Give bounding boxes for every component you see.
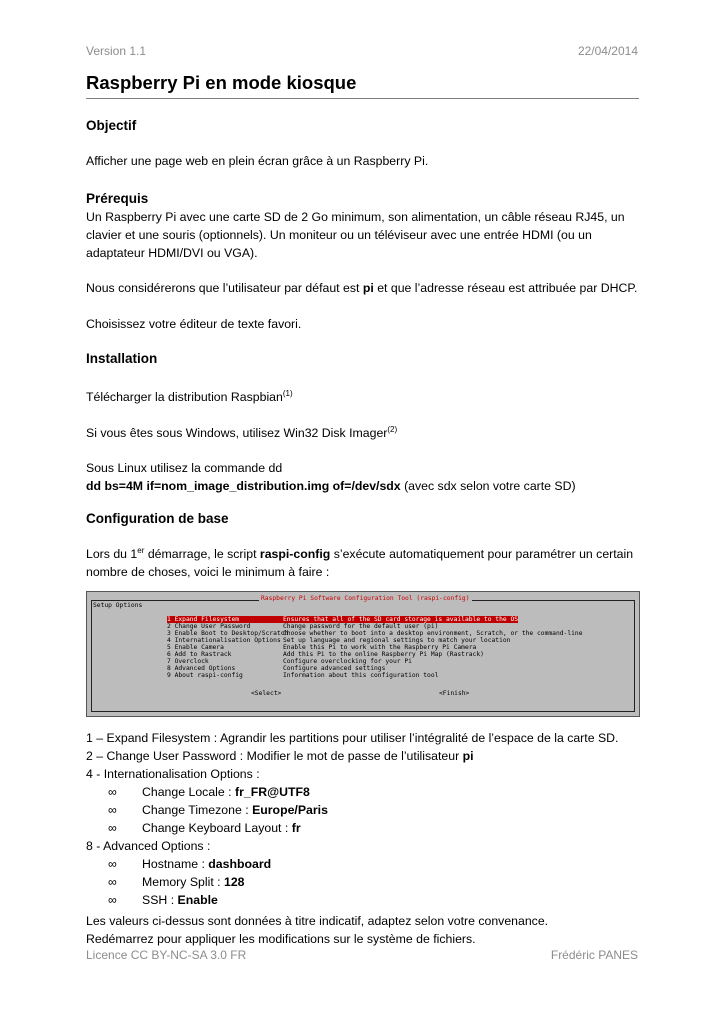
list-item: ∞ Memory Split : 128 xyxy=(86,873,646,891)
author-label: Frédéric PANES xyxy=(550,948,638,962)
date-label: 22/04/2014 xyxy=(577,44,638,58)
step-expand: 1 – Expand Filesystem : Agrandir les partitions pour utiliser l’intégralité de l’espace de la carte SD. xyxy=(86,731,619,745)
menu-option[interactable]: 7 Overclock Configure overclocking for your Pi xyxy=(167,658,412,665)
dialog-title: Raspberry Pi Software Configuration Tool (raspi-config) xyxy=(261,595,470,602)
select-button[interactable]: <Select> xyxy=(251,690,282,697)
step-internationalisation: 4 - Internationalisation Options : xyxy=(86,767,260,781)
closing-line-2: Redémarrez pour appliquer les modifications sur le système de fichiers. xyxy=(86,932,476,946)
menu-option[interactable]: 9 About raspi-config Information about this configuration tool xyxy=(167,672,439,679)
raspi-config-screenshot xyxy=(86,591,640,717)
config-intro: Lors du 1er démarrage, le script raspi-config s’exécute automatiquement pour paramétrer un certain nombre de choses, voici le minimum à faire : xyxy=(86,546,634,579)
prerequis-user-paragraph: Nous considérerons que l’utilisateur par défaut est pi et que l’adresse réseau est attribuée par DHCP. xyxy=(86,281,638,295)
step-password: 2 – Change User Password : Modifier le mot de passe de l’utilisateur pi xyxy=(86,749,474,763)
prerequis-paragraph: Un Raspberry Pi avec une carte SD de 2 Go minimum, son alimentation, un câble réseau RJ45, un clavier et une souris (optionnels). Un moniteur ou un téléviseur avec une entrée HDMI (ou un adaptateur HDMI/DVI ou VGA). xyxy=(86,210,625,260)
install-dd-command: dd bs=4M if=nom_image_distribution.img of=/dev/sdx (avec sdx selon votre carte SD) xyxy=(86,479,576,493)
section-objectif-heading: Objectif xyxy=(86,118,137,133)
closing-line-1: Les valeurs ci-dessus sont données à titre indicatif, adaptez selon votre convenance. xyxy=(86,914,549,928)
menu-option[interactable]: 6 Add to Rastrack Add this Pi to the online Raspberry Pi Map (Rastrack) xyxy=(167,651,484,658)
section-prerequis-heading: Prérequis xyxy=(86,191,149,206)
menu-option[interactable]: 4 Internationalisation Options Set up language and regional settings to match your location xyxy=(167,637,511,644)
closing-note xyxy=(86,912,646,948)
section-config-heading: Configuration de base xyxy=(86,511,229,526)
setup-options-label: Setup Options xyxy=(93,602,143,609)
menu-option[interactable]: 2 Change User Password Change password for the default user (pi) xyxy=(167,623,439,630)
list-item: ∞ Change Keyboard Layout : fr xyxy=(86,819,646,837)
menu-option[interactable]: 5 Enable Camera Enable this Pi to work with the Raspberry Pi Camera xyxy=(167,644,477,651)
page-title: Raspberry Pi en mode kiosque xyxy=(86,72,639,99)
prerequis-editor-paragraph: Choisissez votre éditeur de texte favori. xyxy=(86,317,302,331)
install-linux-line: Sous Linux utilisez la commande dd xyxy=(86,461,283,475)
version-label: Version 1.1 xyxy=(86,44,147,58)
section-installation-heading: Installation xyxy=(86,351,158,366)
objectif-text: Afficher une page web en plein écran grâce à un Raspberry Pi. xyxy=(86,154,429,168)
finish-button[interactable]: <Finish> xyxy=(439,690,470,697)
menu-option[interactable]: 3 Enable Boot to Desktop/ScratchChoose whether to boot into a desktop environment, Scratch, or the command-line xyxy=(167,630,583,637)
list-item: ∞ Change Locale : fr_FR@UTF8 xyxy=(86,783,646,801)
list-item: ∞ Hostname : dashboard xyxy=(86,855,646,873)
install-download-line: Télécharger la distribution Raspbian$^{(1)}$ xyxy=(86,389,293,404)
license-label: Licence CC BY-NC-SA 3.0 FR xyxy=(86,948,247,962)
menu-option[interactable]: 8 Advanced Options Configure advanced settings xyxy=(167,665,386,672)
menu-option[interactable]: 1 Expand Filesystem Ensures that all of the SD card storage is available to the OS xyxy=(167,616,519,623)
install-windows-line: Si vous êtes sous Windows, utilisez Win32 Disk Imager$^{(2)}$ xyxy=(86,425,398,440)
list-item: ∞ SSH : Enable xyxy=(86,891,646,909)
list-item: ∞ Change Timezone : Europe/Paris xyxy=(86,801,646,819)
steps-list xyxy=(86,729,646,909)
step-advanced: 8 - Advanced Options : xyxy=(86,839,211,853)
